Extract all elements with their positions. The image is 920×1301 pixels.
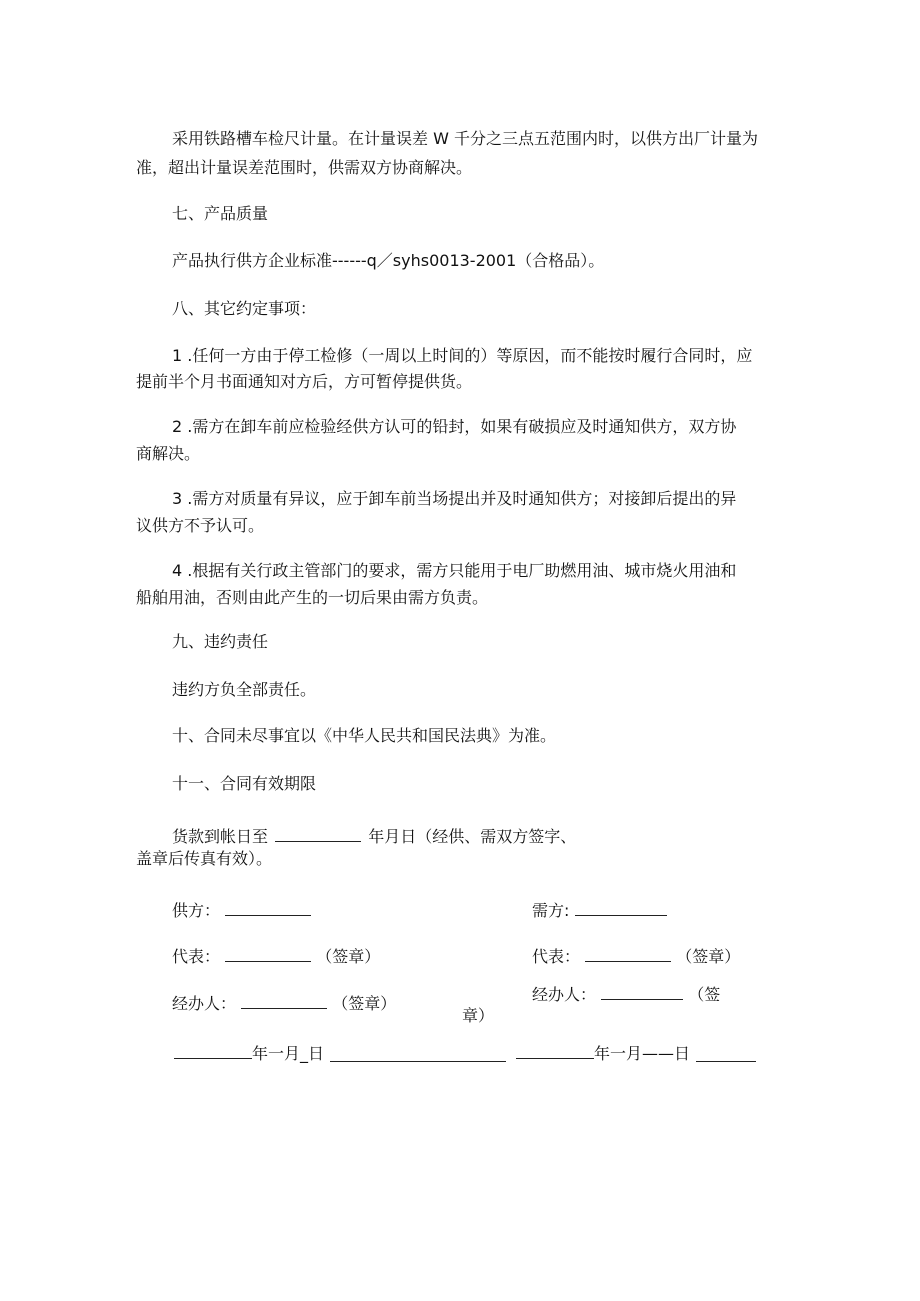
date-right-trailing-rule <box>696 1061 756 1062</box>
section8-heading: 八、其它约定事项： <box>172 299 317 318</box>
section9-heading: 九、违约责任 <box>172 632 269 651</box>
section8-item4-line2: 船舶用油，否则由此产生的一切后果由需方负责。 <box>136 588 489 607</box>
buyer-rep-seal: （签章） <box>676 947 741 966</box>
supplier-rep-label: 代表： <box>172 947 221 966</box>
date-right <box>516 1040 690 1067</box>
buyer-rep-row <box>532 943 740 970</box>
section8-item1-line2: 提前半个月书面通知对方后，方可暂停提供货。 <box>136 372 473 391</box>
supplier-rep-blank <box>225 943 311 962</box>
section10-heading: 十、合同未尽事宜以《中华人民共和国民法典》为准。 <box>172 726 557 745</box>
date-left-text: 年一月_日 <box>252 1044 325 1063</box>
section8-item3-line1: 3 .需方对质量有异议，应于卸车前当场提出并及时通知供方；对接卸后提出的异 <box>172 489 737 508</box>
section8-item3-line2: 议供方不予认可。 <box>136 516 265 535</box>
section8-item2-line1: 2 .需方在卸车前应检验经供方认可的铅封，如果有破损应及时通知供方，双方协 <box>172 417 737 436</box>
date-right-year-blank <box>516 1040 594 1059</box>
supplier-rep-row <box>172 943 380 970</box>
section8-item4-line1: 4 .根据有关行政主管部门的要求，需方只能用于电厂助燃用油、城市烧火用油和 <box>172 561 737 580</box>
buyer-handler-label: 经办人： <box>532 985 597 1004</box>
buyer-handler-blank <box>601 981 683 1000</box>
date-left-year-blank <box>174 1040 252 1059</box>
buyer-label: 需方: <box>532 901 570 920</box>
section6-line1: 采用铁路槽车检尺计量。在计量误差 W 千分之三点五范围内时，以供方出厂计量为 <box>172 129 758 148</box>
term-suffix: 年月日（经供、需双方签字、 <box>368 827 577 846</box>
date-left <box>174 1040 324 1067</box>
buyer-rep-blank <box>585 943 671 962</box>
section9-body: 违约方负全部责任。 <box>172 680 317 699</box>
supplier-handler-blank <box>241 990 327 1009</box>
date-left-trailing-rule <box>330 1061 506 1062</box>
buyer-handler-row <box>532 981 720 1008</box>
section7-body: 产品执行供方企业标准------q／syhs0013-2001（合格品）。 <box>172 251 605 270</box>
buyer-rep-label: 代表： <box>532 947 581 966</box>
section8-item1-line1: 1 .任何一方由于停工检修（一周以上时间的）等原因，而不能按时履行合同时，应 <box>172 346 753 365</box>
supplier-blank <box>225 897 311 916</box>
section6-line2: 准，超出计量误差范围时，供需双方协商解决。 <box>136 158 473 177</box>
buyer-row <box>532 897 667 924</box>
stray-seal-suffix: 章） <box>462 1006 495 1025</box>
term-prefix: 货款到帐日至 <box>172 827 269 846</box>
supplier-handler-row <box>172 990 396 1017</box>
buyer-blank <box>575 897 667 916</box>
section11-heading: 十一、合同有效期限 <box>172 774 317 793</box>
supplier-label: 供方： <box>172 901 221 920</box>
term-date-blank <box>275 823 361 842</box>
section8-item2-line2: 商解决。 <box>136 444 201 463</box>
supplier-handler-seal: （签章） <box>332 994 397 1013</box>
supplier-handler-label: 经办人： <box>172 994 237 1013</box>
date-right-text: 年一月——日 <box>594 1044 691 1063</box>
supplier-rep-seal: （签章） <box>316 947 381 966</box>
buyer-handler-seal-partial: （签 <box>688 985 721 1004</box>
section11-line2: 盖章后传真有效）。 <box>136 849 273 868</box>
section7-heading: 七、产品质量 <box>172 204 269 223</box>
supplier-row <box>172 897 311 924</box>
